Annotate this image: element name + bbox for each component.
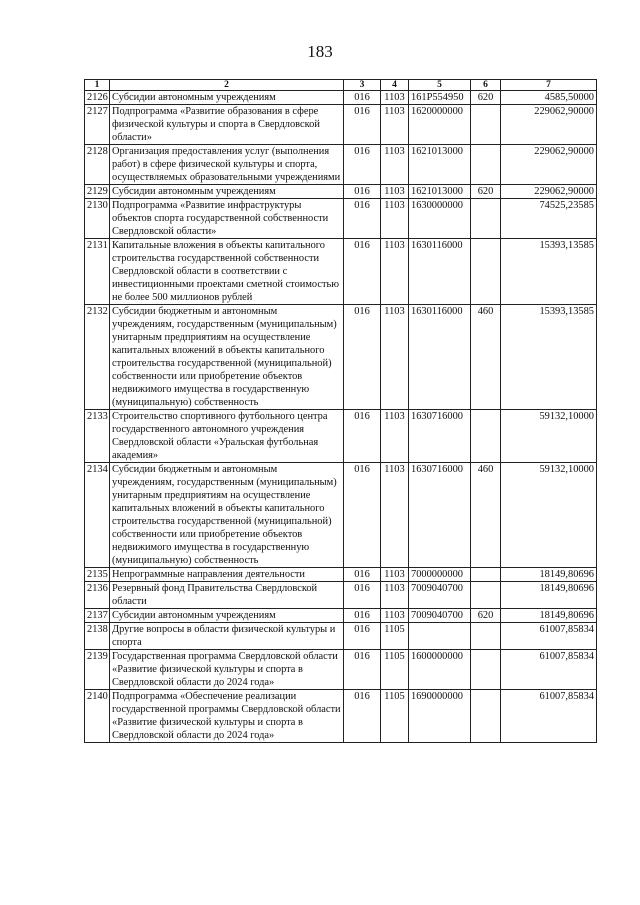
column-header: 6 — [471, 80, 501, 91]
cell-c6 — [471, 145, 501, 185]
cell-c6 — [471, 410, 501, 463]
cell-num: 2131 — [85, 239, 110, 305]
cell-num: 2137 — [85, 609, 110, 623]
cell-c5: 1690000000 — [409, 690, 471, 743]
cell-name: Подпрограмма «Развитие образования в сфере физической культуры и спорта в Свердловской области» — [110, 105, 344, 145]
cell-c5 — [409, 623, 471, 650]
cell-c3: 016 — [344, 463, 381, 568]
cell-c4: 1103 — [381, 410, 409, 463]
cell-amount: 229062,90000 — [501, 105, 597, 145]
cell-num: 2133 — [85, 410, 110, 463]
cell-num: 2126 — [85, 91, 110, 105]
cell-c3: 016 — [344, 185, 381, 199]
cell-c3: 016 — [344, 690, 381, 743]
cell-num: 2130 — [85, 199, 110, 239]
cell-c3: 016 — [344, 650, 381, 690]
cell-c6 — [471, 239, 501, 305]
cell-amount: 61007,85834 — [501, 690, 597, 743]
table-row — [85, 463, 597, 568]
cell-amount: 61007,85834 — [501, 650, 597, 690]
cell-c6 — [471, 690, 501, 743]
cell-amount: 15393,13585 — [501, 239, 597, 305]
table-row — [85, 609, 597, 623]
cell-num: 2128 — [85, 145, 110, 185]
cell-name: Субсидии бюджетным и автономным учреждениям, государственным (муниципальным) унитарным предприятиям на осуществление капитальных вложений в объекты капитального строительства государственной (муниципальной) собственности или приобретение объектов недвижимого имущества в государственную (муниципальную) собственность — [110, 305, 344, 410]
table-row — [85, 239, 597, 305]
cell-c6 — [471, 582, 501, 609]
cell-amount: 229062,90000 — [501, 185, 597, 199]
cell-num: 2138 — [85, 623, 110, 650]
column-header: 2 — [110, 80, 344, 91]
table-row — [85, 410, 597, 463]
cell-name: Подпрограмма «Развитие инфраструктуры объектов спорта государственной собственности Свердловской области» — [110, 199, 344, 239]
page-number: 183 — [307, 42, 333, 61]
cell-c5: 7009040700 — [409, 582, 471, 609]
cell-c4: 1103 — [381, 568, 409, 582]
cell-c5: 1630716000 — [409, 463, 471, 568]
cell-c4: 1103 — [381, 463, 409, 568]
cell-c6 — [471, 568, 501, 582]
cell-name: Субсидии бюджетным и автономным учреждениям, государственным (муниципальным) унитарным предприятиям на осуществление капитальных вложений в объекты капитального строительства государственной (муниципальной) собственности или приобретение объектов недвижимого имущества в государственную (муниципальную) собственность — [110, 463, 344, 568]
cell-c4: 1105 — [381, 623, 409, 650]
cell-name: Капитальные вложения в объекты капитального строительства государственной собственности Свердловской области в соответствии с инвестиционными проектами сметной стоимостью не более 500 миллионов рублей — [110, 239, 344, 305]
cell-amount: 74525,23585 — [501, 199, 597, 239]
cell-amount: 59132,10000 — [501, 463, 597, 568]
cell-c5: 7000000000 — [409, 568, 471, 582]
cell-c5: 1630116000 — [409, 239, 471, 305]
cell-amount: 18149,80696 — [501, 609, 597, 623]
column-header: 1 — [85, 80, 110, 91]
table-row — [85, 690, 597, 743]
cell-num: 2127 — [85, 105, 110, 145]
column-header: 3 — [344, 80, 381, 91]
cell-c5: 7009040700 — [409, 609, 471, 623]
cell-c3: 016 — [344, 105, 381, 145]
cell-name: Строительство спортивного футбольного центра государственного автономного учреждения Свердловской области «Уральская футбольная академия» — [110, 410, 344, 463]
cell-num: 2132 — [85, 305, 110, 410]
cell-name: Субсидии автономным учреждениям — [110, 185, 344, 199]
cell-c6: 460 — [471, 463, 501, 568]
cell-c4: 1103 — [381, 305, 409, 410]
cell-c3: 016 — [344, 305, 381, 410]
cell-name: Непрограммные направления деятельности — [110, 568, 344, 582]
cell-c4: 1103 — [381, 609, 409, 623]
cell-c4: 1103 — [381, 91, 409, 105]
table-row — [85, 568, 597, 582]
table-row — [85, 199, 597, 239]
cell-c3: 016 — [344, 91, 381, 105]
cell-c3: 016 — [344, 623, 381, 650]
cell-name: Подпрограмма «Обеспечение реализации государственной программы Свердловской области «Развитие физической культуры и спорта в Свердловской области до 2024 года» — [110, 690, 344, 743]
cell-c4: 1105 — [381, 690, 409, 743]
cell-name: Субсидии автономным учреждениям — [110, 609, 344, 623]
cell-c4: 1103 — [381, 145, 409, 185]
table-row — [85, 305, 597, 410]
cell-c4: 1105 — [381, 650, 409, 690]
cell-name: Государственная программа Свердловской области «Развитие физической культуры и спорта в Свердловской области до 2024 года» — [110, 650, 344, 690]
table-row — [85, 623, 597, 650]
table-row — [85, 91, 597, 105]
column-header: 4 — [381, 80, 409, 91]
cell-amount: 18149,80696 — [501, 568, 597, 582]
cell-c4: 1103 — [381, 105, 409, 145]
cell-amount: 18149,80696 — [501, 582, 597, 609]
cell-c5: 1600000000 — [409, 650, 471, 690]
cell-c3: 016 — [344, 145, 381, 185]
budget-table — [84, 79, 597, 743]
cell-c6 — [471, 199, 501, 239]
cell-amount: 61007,85834 — [501, 623, 597, 650]
cell-c5: 161P554950 — [409, 91, 471, 105]
cell-num: 2134 — [85, 463, 110, 568]
cell-num: 2139 — [85, 650, 110, 690]
cell-c6 — [471, 105, 501, 145]
cell-c6: 620 — [471, 609, 501, 623]
cell-c5: 1621013000 — [409, 145, 471, 185]
cell-amount: 4585,50000 — [501, 91, 597, 105]
table-row — [85, 582, 597, 609]
cell-c4: 1103 — [381, 239, 409, 305]
cell-c5: 1630116000 — [409, 305, 471, 410]
cell-c3: 016 — [344, 582, 381, 609]
cell-c5: 1630000000 — [409, 199, 471, 239]
table-row — [85, 185, 597, 199]
cell-c3: 016 — [344, 609, 381, 623]
cell-c5: 1621013000 — [409, 185, 471, 199]
cell-amount: 59132,10000 — [501, 410, 597, 463]
cell-name: Другие вопросы в области физической культуры и спорта — [110, 623, 344, 650]
cell-name: Организация предоставления услуг (выполнения работ) в сфере физической культуры и спорта, осуществляемых образовательными учреждениями — [110, 145, 344, 185]
cell-c4: 1103 — [381, 199, 409, 239]
cell-c6 — [471, 623, 501, 650]
table-row — [85, 105, 597, 145]
cell-name: Субсидии автономным учреждениям — [110, 91, 344, 105]
table-header-row — [85, 80, 597, 91]
cell-c6: 620 — [471, 185, 501, 199]
cell-c4: 1103 — [381, 185, 409, 199]
cell-c3: 016 — [344, 239, 381, 305]
cell-name: Резервный фонд Правительства Свердловской области — [110, 582, 344, 609]
cell-c4: 1103 — [381, 582, 409, 609]
cell-c3: 016 — [344, 568, 381, 582]
cell-amount: 15393,13585 — [501, 305, 597, 410]
column-header: 7 — [501, 80, 597, 91]
cell-c6: 460 — [471, 305, 501, 410]
cell-c5: 1620000000 — [409, 105, 471, 145]
cell-num: 2136 — [85, 582, 110, 609]
table-row — [85, 145, 597, 185]
cell-num: 2129 — [85, 185, 110, 199]
cell-num: 2140 — [85, 690, 110, 743]
cell-c6: 620 — [471, 91, 501, 105]
cell-c6 — [471, 650, 501, 690]
cell-amount: 229062,90000 — [501, 145, 597, 185]
cell-num: 2135 — [85, 568, 110, 582]
column-header: 5 — [409, 80, 471, 91]
table-row — [85, 650, 597, 690]
table-body — [85, 91, 597, 743]
cell-c3: 016 — [344, 199, 381, 239]
cell-c5: 1630716000 — [409, 410, 471, 463]
cell-c3: 016 — [344, 410, 381, 463]
